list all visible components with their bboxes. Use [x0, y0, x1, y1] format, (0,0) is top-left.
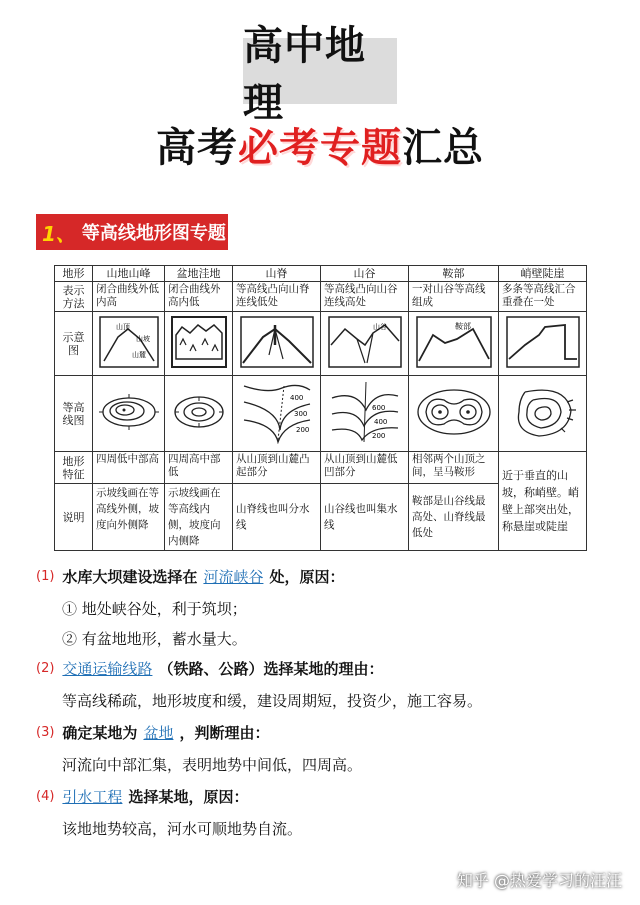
table-header-row: [55, 266, 587, 282]
basin-diagram-cell: [165, 312, 233, 376]
cliff-contour-cell: [499, 376, 587, 452]
valley-contour-label-400: 400: [373, 417, 387, 426]
basin-contour-cell: [165, 376, 233, 452]
table-cell: 示坡线画在等高线内侧，坡度向内侧降: [165, 484, 233, 551]
table-cell: 从山顶到山麓低凹部分: [321, 452, 409, 484]
ridge-sketch: [239, 315, 315, 369]
header-cell: 山脊: [233, 266, 321, 282]
question-2: [36, 658, 383, 679]
table-cell: 等高线凸向山谷连线高处: [321, 282, 409, 312]
cliff-sketch: [505, 315, 581, 369]
question-marker: (2): [36, 661, 55, 676]
table-row-feature: [55, 452, 587, 484]
peak-label-top: 山顶: [115, 322, 130, 331]
peak-contour-cell: [93, 376, 165, 452]
saddle-sketch: [415, 315, 493, 369]
row-label: 地形特征: [55, 452, 93, 484]
header-cell: 峭壁陡崖: [499, 266, 587, 282]
ridge-contour-cell: [233, 376, 321, 452]
saddle-contour-map: [414, 382, 494, 442]
table-cell: 从山顶到山麓凸起部分: [233, 452, 321, 484]
table-row-method: [55, 282, 587, 312]
table-cell: 等高线凸向山脊连线低处: [233, 282, 321, 312]
row-label: 表示方法: [55, 282, 93, 312]
valley-diagram-cell: [321, 312, 409, 376]
row-label: 说明: [55, 484, 93, 551]
table-cell: 闭合曲线外低内高: [93, 282, 165, 312]
header-cell: 盆地洼地: [165, 266, 233, 282]
table-row-diagram: [55, 312, 587, 376]
subtitle-highlight: 必考专题: [238, 125, 402, 171]
table-row-contour: [55, 376, 587, 452]
answer-1-1: ① 地处峡谷处，利于筑坝；: [62, 600, 247, 618]
subtitle-pre: 高考: [156, 125, 238, 171]
table-cell: 山谷线也叫集水线: [321, 484, 409, 551]
row-label: 等高线图: [55, 376, 93, 452]
valley-contour-map: [326, 380, 404, 444]
valley-contour-cell: [321, 376, 409, 452]
table-cell: 示坡线画在等高线外侧，坡度向外侧降: [93, 484, 165, 551]
title-box: [243, 23, 397, 126]
question-text-post: 处，原因：: [269, 568, 345, 586]
cliff-diagram-cell: [499, 312, 587, 376]
header-cell: 山谷: [321, 266, 409, 282]
saddle-contour-cell: [409, 376, 499, 452]
table-cell: 一对山谷等高线组成: [409, 282, 499, 312]
basin-sketch: [170, 315, 228, 369]
ridge-contour-map: [238, 380, 316, 444]
peak-diagram-cell: [93, 312, 165, 376]
ridge-contour-label-200: 200: [295, 425, 309, 434]
table-cell: 四周低中部高: [93, 452, 165, 484]
table-cell: 相邻两个山顶之间，呈马鞍形: [409, 452, 499, 484]
question-link[interactable]: 交通运输线路: [62, 660, 153, 678]
cliff-contour-map: [505, 382, 581, 442]
answer-2-1: 等高线稀疏，地形坡度和缓，建设周期短，投资少，施工容易。: [62, 692, 483, 710]
table-cell: 四周高中部低: [165, 452, 233, 484]
row-label: 示意图: [55, 312, 93, 376]
header-cell: 山地山峰: [93, 266, 165, 282]
section-number: 1、: [42, 221, 76, 246]
table-cell: 多条等高线汇合重叠在一处: [499, 282, 587, 312]
question-marker: (4): [36, 789, 55, 804]
table-cell: 鞍部是山谷线最高处、山脊线最低处: [409, 484, 499, 551]
ridge-diagram-cell: [233, 312, 321, 376]
peak-label-foot: 山麓: [131, 350, 146, 359]
question-marker: (1): [36, 569, 55, 584]
question-1: [36, 566, 344, 587]
terrain-table: [54, 265, 587, 551]
question-text-post: ，判断理由：: [179, 724, 270, 742]
peak-label-slope: 山坡: [135, 334, 150, 343]
header-cell: 地形: [55, 266, 93, 282]
section-label: 等高线地形图专题: [81, 223, 226, 244]
question-text-post: 选择某地，原因：: [128, 788, 249, 806]
watermark: 知乎 @热爱学习的汪汪: [456, 871, 622, 890]
question-marker: (3): [36, 725, 55, 740]
valley-label: 山谷: [372, 322, 387, 331]
header-cell: 鞍部: [409, 266, 499, 282]
mountain-peak-sketch: [98, 315, 160, 369]
question-text-pre: 水库大坝建设选择在: [62, 568, 198, 586]
ridge-contour-label-400: 400: [289, 393, 303, 402]
question-3: [36, 722, 269, 743]
table-cell: 闭合曲线外高内低: [165, 282, 233, 312]
saddle-label: 鞍部: [454, 321, 471, 331]
answer-4-1: 该地地势较高，河水可顺地势自流。: [62, 820, 303, 838]
question-text-post: （铁路、公路）选择某地的理由：: [158, 660, 384, 678]
question-link[interactable]: 引水工程: [62, 788, 123, 806]
table-cell: 山脊线也叫分水线: [233, 484, 321, 551]
page-subtitle: [0, 116, 640, 173]
valley-contour-label-600: 600: [371, 403, 385, 412]
answer-3-1: 河流向中部汇集，表明地势中间低，四周高。: [62, 756, 363, 774]
peak-contour-map: [98, 382, 160, 442]
table-cell-cliff-feature: 近于垂直的山坡，称峭壁。峭壁上部突出处，称悬崖或陡崖: [499, 452, 587, 551]
answer-1-2: ② 有盆地地形，蓄水量大。: [62, 630, 247, 648]
question-link[interactable]: 河流峡谷: [203, 568, 264, 586]
valley-sketch: [327, 315, 403, 369]
question-link[interactable]: 盆地: [143, 724, 174, 742]
ridge-contour-label-300: 300: [293, 409, 307, 418]
basin-contour-map: [170, 382, 228, 442]
valley-contour-label-200: 200: [371, 431, 385, 440]
subtitle-post: 汇总: [402, 125, 484, 171]
question-4: [36, 786, 248, 807]
saddle-diagram-cell: [409, 312, 499, 376]
page-title: 高中地理: [243, 23, 366, 126]
section-header: [36, 214, 228, 250]
question-text-pre: 确定某地为: [62, 724, 138, 742]
